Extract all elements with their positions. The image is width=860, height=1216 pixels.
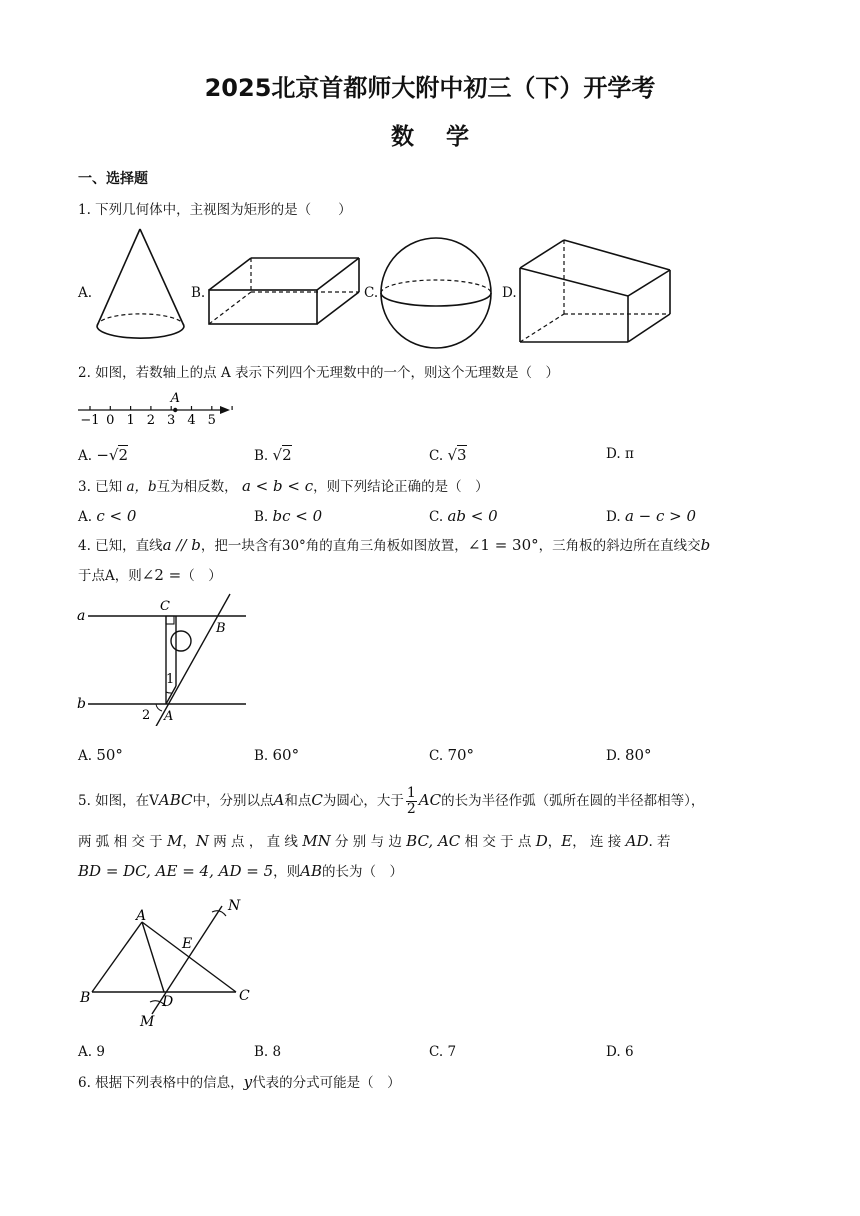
q2-option-c-radicand: 3 (457, 446, 467, 464)
question-2-stem (78, 364, 559, 382)
q5-conditions: BD = DC, AE = 4, AD = 5 (78, 862, 274, 880)
q5-text-e: 的长为半径作弧（弧所在圆的半径都相等）， (441, 793, 705, 809)
q5-text-c: 和点 (284, 793, 312, 809)
point-a-label: A (170, 391, 180, 406)
q5-line-mn: MN (302, 832, 331, 850)
sqrt-icon: √ (108, 446, 119, 464)
q4-option-c-label: C. (429, 748, 444, 764)
question-5-line-2 (78, 832, 671, 851)
q5-frac-den: 2 (406, 801, 416, 817)
q5-option-a-label: A. (78, 1044, 93, 1060)
q2-option-d (606, 446, 634, 462)
q4-parallel: a // b (162, 536, 201, 554)
q5-text-f: 两 弧 相 交 于 (78, 834, 163, 850)
sphere-figure (378, 235, 494, 351)
q3-option-d (606, 507, 696, 525)
q3-stem-c: 互为相反数， (156, 479, 238, 495)
q5-option-a-text: 9 (96, 1044, 105, 1060)
q5-text-a: 5. 如图，在V (78, 793, 159, 809)
q6-text-a: 6. 根据下列表格中的信息， (78, 1075, 244, 1091)
label-b: B (80, 990, 91, 1006)
q4-option-b (254, 746, 299, 764)
question-4-line-1 (78, 536, 710, 555)
q2-option-b (254, 446, 292, 464)
q4-text-c: ，三角板的斜边所在直线交 (538, 538, 701, 554)
label-m: M (140, 1014, 155, 1030)
q5-segment-ac: AC (418, 791, 442, 809)
q5-segment-ad: AD (625, 832, 649, 850)
q3-option-d-label: D. (606, 509, 621, 525)
label-a: A (136, 908, 147, 924)
q3-option-c-math: ab < 0 (447, 507, 498, 525)
q4-text-a: 4. 已知，直线 (78, 538, 163, 554)
page-title: 2025北京首都师大附中初三（下）开学考 (204, 74, 656, 102)
axis-tick-label: 1 (126, 413, 135, 428)
label-bpt: B (216, 621, 226, 636)
q5-point-d: D (535, 832, 548, 850)
q1-option-a-label: A. (78, 285, 93, 301)
q4-option-b-label: B. (254, 748, 269, 764)
q5-fraction (406, 786, 417, 817)
label-n: N (228, 898, 241, 914)
number-line (74, 388, 234, 430)
q2-option-d-label: D. (606, 446, 621, 462)
q2-stem-text: 2. 如图，若数轴上的点 A 表示下列四个无理数中的一个，则这个无理数是（ ） (78, 365, 560, 381)
q3-option-a-math: c < 0 (96, 507, 137, 525)
label-angle-2: 2 (142, 708, 151, 723)
q2-option-d-text: π (624, 446, 634, 462)
q5-sides: BC, AC (406, 832, 461, 850)
label-apt: A (164, 709, 174, 724)
axis-tick-label: −1 (80, 413, 100, 428)
q5-frac-num: 1 (406, 785, 416, 801)
q1-option-b-label: B. (191, 285, 206, 301)
q4-option-d (606, 746, 652, 764)
q3-option-a (78, 507, 136, 525)
cuboid-figure (205, 254, 365, 328)
q5-text-j: ， 连 接 (572, 834, 622, 850)
q4-option-c (429, 746, 474, 764)
q3-option-d-math: a − c > 0 (624, 507, 697, 525)
q4-option-a-label: A. (78, 748, 93, 764)
q4-option-d-text: 80° (624, 746, 652, 764)
q5-option-b-text: 8 (272, 1044, 282, 1060)
axis-tick-label: 5 (207, 413, 216, 428)
q3-option-c-label: C. (429, 509, 444, 525)
q5-figure (74, 892, 274, 1034)
cone-figure (92, 226, 192, 356)
q2-option-a-label: A. (78, 448, 93, 464)
q5-option-d (606, 1044, 634, 1060)
sqrt-icon: √ (447, 446, 457, 464)
label-b: b (77, 696, 86, 712)
q5-option-c-label: C. (429, 1044, 444, 1060)
label-c: C (160, 599, 170, 614)
q5-sep-1: ， (182, 834, 196, 850)
q5-option-b-label: B. (254, 1044, 269, 1060)
question-3-stem (78, 477, 489, 496)
question-5-line-1 (78, 786, 704, 817)
sqrt-icon: √ (272, 446, 283, 464)
q5-text-i: 相 交 于 点 (464, 834, 532, 850)
axis-tick-label: 0 (106, 413, 115, 428)
q5-point-c: C (311, 791, 323, 809)
q2-option-c-label: C. (429, 448, 444, 464)
q4-figure (74, 592, 254, 726)
q5-option-b (254, 1044, 281, 1060)
q2-option-a-sign: − (96, 446, 109, 464)
q4-option-a (78, 746, 123, 764)
question-1-stem: 1. 下列几何体中，主视图为矩形的是（ ） (78, 202, 352, 218)
q4-var-b: b (700, 536, 711, 554)
label-e: E (182, 936, 193, 952)
q1-option-d-label: D. (502, 285, 517, 301)
q6-text-b: 代表的分式可能是（ ） (252, 1075, 401, 1091)
axis-tick-label: 3 (167, 413, 176, 428)
q6-var-y: y (243, 1073, 253, 1091)
q3-inequality: a < b < c (241, 477, 314, 495)
q2-option-b-radicand: 2 (282, 446, 292, 464)
q5-option-d-text: 6 (624, 1044, 634, 1060)
axis-tick-label: 2 (146, 413, 156, 428)
q3-vars: a，b (126, 479, 157, 495)
q5-point-m: M (166, 832, 183, 850)
q1-option-c-label: C. (364, 285, 379, 301)
q4-text-b: ，把一块含有30°角的直角三角板如图放置， (200, 538, 468, 554)
q5-text-b: 中，分别以点 (192, 793, 274, 809)
q5-text-l: ，则 (273, 864, 301, 880)
q5-triangle: ABC (158, 791, 193, 809)
q3-option-a-label: A. (78, 509, 93, 525)
q4-option-c-text: 70° (447, 746, 475, 764)
q5-text-m: 的长为（ ） (322, 864, 403, 880)
q3-stem-d: ，则下列结论正确的是（ ） (313, 479, 489, 495)
q4-option-b-text: 60° (272, 746, 300, 764)
q5-sep-2: ， (547, 834, 562, 850)
axis-arrow-icon (220, 406, 230, 414)
q4-text-e: （ ） (181, 568, 222, 584)
q4-angle-2: ∠2 = (141, 566, 182, 584)
point-a (173, 408, 177, 412)
right-angle-icon (166, 616, 174, 624)
q2-option-c (429, 446, 467, 464)
q3-option-b (254, 507, 322, 525)
q3-option-c (429, 507, 498, 525)
q4-option-d-label: D. (606, 748, 621, 764)
label-angle-1: 1 (166, 672, 175, 687)
q5-point-a: A (273, 791, 285, 809)
q3-stem-a: 3. 已知 (78, 479, 123, 495)
q5-option-c-text: 7 (447, 1044, 457, 1060)
question-4-line-2 (78, 566, 222, 585)
q2-option-a-radicand: 2 (118, 446, 129, 464)
q5-text-k: . 若 (648, 834, 671, 850)
q5-text-d: 为圆心，大于 (322, 793, 404, 809)
q2-option-a (78, 446, 128, 464)
label-d: D (162, 994, 174, 1010)
q3-option-b-math: bc < 0 (272, 507, 323, 525)
q5-segment-ab: AB (300, 862, 322, 880)
question-5-line-3 (78, 862, 403, 881)
label-c: C (239, 988, 250, 1004)
q5-option-c (429, 1044, 456, 1060)
q5-option-d-label: D. (606, 1044, 621, 1060)
q5-text-h: 分 别 与 边 (335, 834, 402, 850)
triangle-hole-icon (171, 631, 191, 651)
q4-option-a-text: 50° (96, 746, 123, 764)
q2-option-b-label: B. (254, 448, 269, 464)
prism-figure (516, 236, 676, 346)
q5-point-n: N (195, 832, 209, 850)
q5-text-g: 两 点 ， 直 线 (213, 834, 298, 850)
axis-tick-label: 4 (187, 413, 196, 428)
q4-text-d: 于点A，则 (78, 568, 142, 584)
q5-option-a (78, 1044, 105, 1060)
q3-option-b-label: B. (254, 509, 269, 525)
q5-point-e: E (561, 832, 573, 850)
section-heading: 一、选择题 (78, 171, 148, 187)
question-6-stem (78, 1073, 401, 1092)
subject-title: 数 学 (390, 124, 470, 150)
label-a: a (77, 608, 86, 624)
q4-angle-1: ∠1 = 30° (467, 536, 539, 554)
